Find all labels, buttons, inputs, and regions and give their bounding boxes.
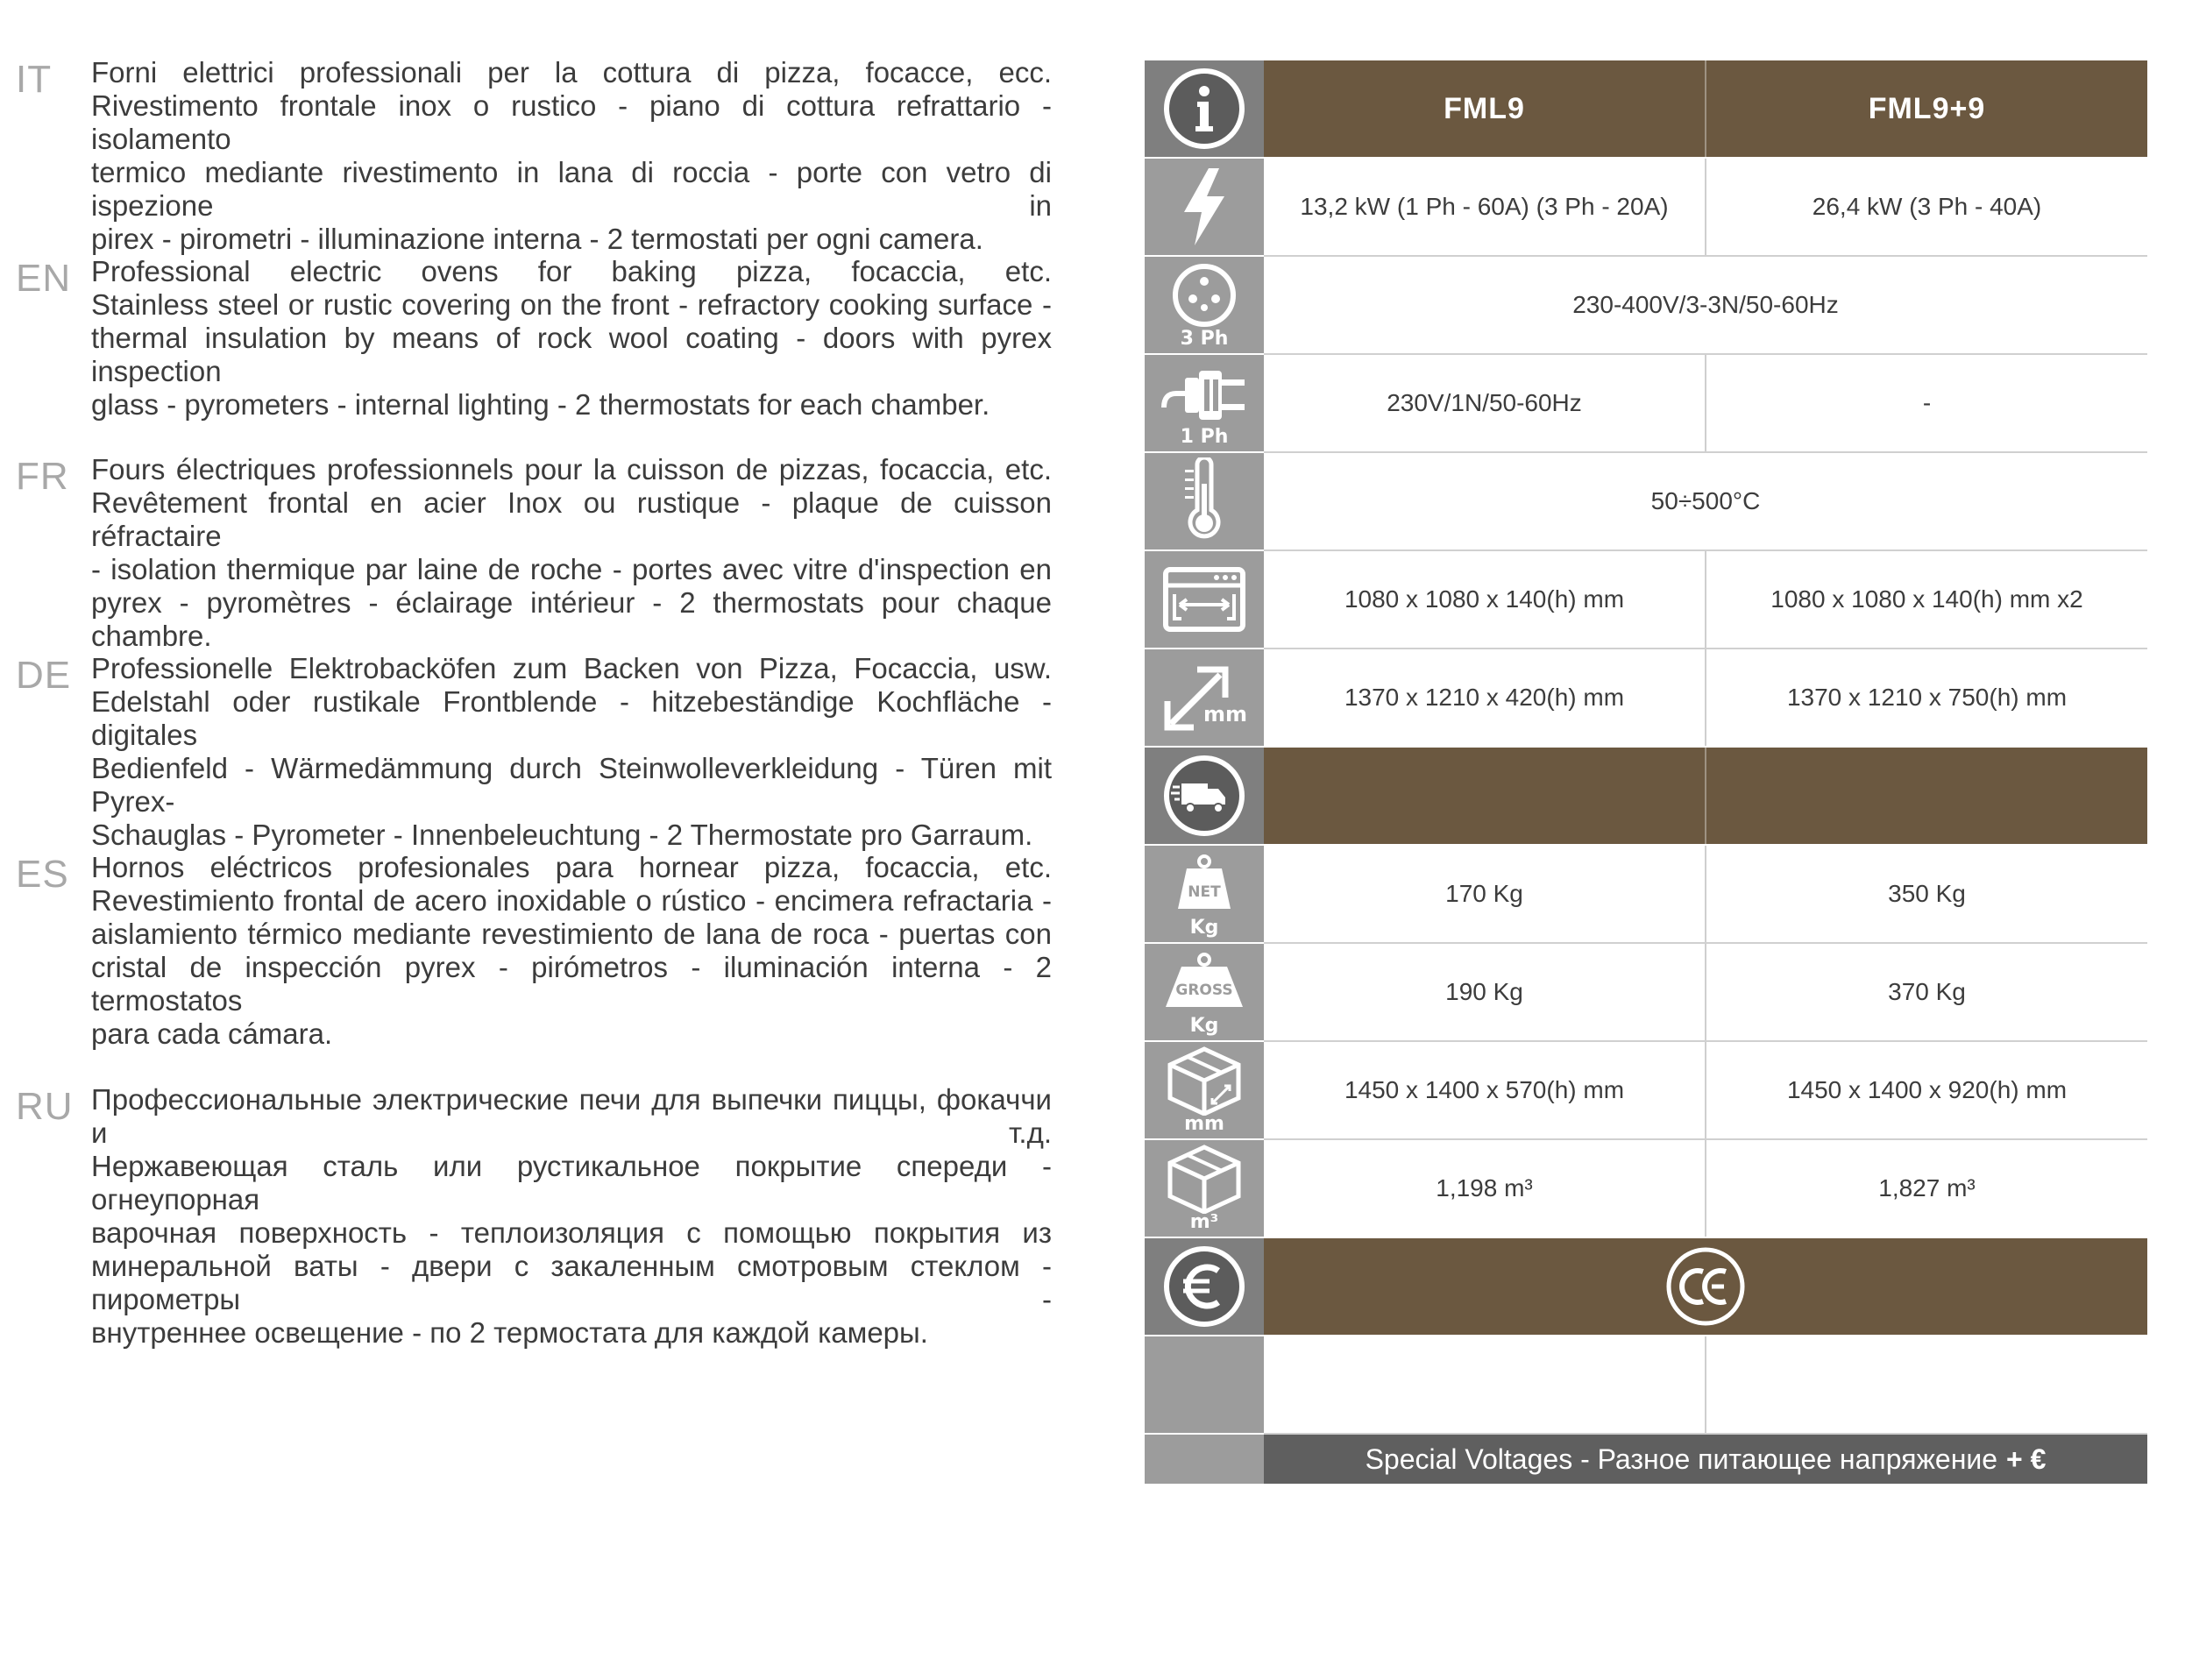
model-header-fml9-9 <box>1706 60 2147 157</box>
special-voltages-surcharge: + € <box>2006 1443 2047 1475</box>
price-header-row <box>1145 1238 2147 1335</box>
description-line: варочная поверхность - теплоизоляция с помощью покрытия из <box>91 1216 1052 1249</box>
oven-chamber-icon <box>1162 564 1246 634</box>
single-phase-plug-icon <box>1160 362 1248 423</box>
single-phase-label: 1 Ph <box>1180 426 1229 448</box>
description-line: Revêtement frontal en acier Inox ou rustique - plaque de cuisson réfractaire <box>91 486 1052 552</box>
voltage-3ph: 230-400V/3-3N/50-60Hz <box>1572 291 1839 318</box>
package-dimensions-icon <box>1165 1046 1244 1116</box>
description-line: cristal de inspección pyrex - pirómetros - iluminación interna - 2 termostatos <box>91 951 1052 1017</box>
description-text <box>91 255 1052 422</box>
description-line: - isolation thermique par laine de roche - portes avec vitre d'inspection en <box>91 553 1052 585</box>
net-weight-unit: Kg <box>1189 917 1219 939</box>
special-voltages-text: Special Voltages - Разное питающее напряжение <box>1365 1443 1998 1475</box>
description-line: Hornos eléctricos profesionales para hornear pizza, focaccia, etc. <box>91 851 1052 883</box>
model-label: FML9 <box>1444 91 1525 125</box>
gross-badge-text: GROSS <box>1175 982 1233 999</box>
language-code: FR <box>16 455 69 498</box>
ce-mark-cell <box>1264 1238 2147 1335</box>
chamber-row <box>1145 551 2147 648</box>
info-icon-cell <box>1145 60 1264 157</box>
net-weight-fml9: 170 Kg <box>1445 880 1523 907</box>
three-phase-icon-cell <box>1145 257 1264 353</box>
footer-icon-cell <box>1145 1435 1264 1484</box>
delivery-truck-icon <box>1162 754 1246 838</box>
language-code: ES <box>16 853 69 896</box>
single-phase-row <box>1145 355 2147 451</box>
thermometer-icon <box>1178 457 1231 545</box>
dimensions-fml9-9: 1370 x 1210 x 750(h) mm <box>1786 684 2068 711</box>
chamber-fml9: 1080 x 1080 x 140(h) mm <box>1344 585 1625 613</box>
language-code: EN <box>16 257 72 300</box>
model-header-fml9 <box>1264 60 1705 157</box>
description-line: Bedienfeld - Wärmedämmung durch Steinwolleverkleidung - Türen mit Pyrex- <box>91 752 1052 818</box>
package-volume-icon <box>1165 1144 1244 1214</box>
special-voltages-note <box>1264 1435 2147 1484</box>
net-weight-icon-cell <box>1145 846 1264 942</box>
column-divider <box>1705 748 1706 844</box>
package-dims-fml9-9: 1450 x 1400 x 920(h) mm <box>1786 1076 2068 1103</box>
description-line: Professional electric ovens for baking pizza, focaccia, etc. <box>91 255 1052 287</box>
description-text <box>91 851 1052 1051</box>
description-text <box>91 652 1052 852</box>
three-phase-label: 3 Ph <box>1180 328 1229 350</box>
gross-weight-fml9-9: 370 Kg <box>1888 978 1966 1005</box>
lightning-icon <box>1174 165 1235 249</box>
gross-weight-row <box>1145 944 2147 1040</box>
net-weight-row <box>1145 846 2147 942</box>
description-line: внутреннее освещение - по 2 термостата для каждой камеры. <box>91 1316 928 1349</box>
gross-weight-icon <box>1160 951 1248 1012</box>
info-icon <box>1162 67 1246 151</box>
description-line: pirex - pirometri - illuminazione interna - 2 termostati per ogni camera. <box>91 223 983 255</box>
model-label: FML9+9 <box>1868 91 1986 125</box>
gross-weight-unit: Kg <box>1189 1015 1219 1037</box>
net-badge-text: NET <box>1188 883 1221 901</box>
description-line: Edelstahl oder rustikale Frontblende - hitzebeständige Kochfläche - digitales <box>91 685 1052 751</box>
temperature-row <box>1145 453 2147 549</box>
dimensions-label: mm <box>1202 702 1247 727</box>
description-line: Fours électriques professionnels pour la cuisson de pizzas, focaccia, etc. <box>91 453 1052 486</box>
table-header-row <box>1145 60 2147 157</box>
description-text <box>91 453 1052 653</box>
price-fml9 <box>1264 1336 1705 1433</box>
price-fml9-9 <box>1706 1336 2147 1433</box>
volume-fml9: 1,198 m³ <box>1436 1174 1533 1202</box>
three-phase-row <box>1145 257 2147 353</box>
gross-weight-fml9: 190 Kg <box>1445 978 1523 1005</box>
voltage-1ph-fml9: 230V/1N/50-60Hz <box>1387 389 1582 416</box>
dimensions-icon-cell <box>1145 649 1264 746</box>
description-line: glass - pyrometers - internal lighting - 2 thermostats for each chamber. <box>91 388 990 421</box>
description-line: минеральной ваты - двери с закаленным смотровым стеклом - пирометры - <box>91 1250 1052 1315</box>
temperature-range: 50÷500°C <box>1650 487 1761 514</box>
description-line: thermal insulation by means of rock wool coating - doors with pyrex inspection <box>91 322 1052 387</box>
language-code: RU <box>16 1085 74 1128</box>
description-line: termico mediante rivestimento in lana di roccia - porte con vetro di ispezione in <box>91 156 1052 222</box>
price-icon-cell <box>1145 1336 1264 1433</box>
description-line: Rivestimento frontale inox o rustico - piano di cottura refrattario - isolamento <box>91 89 1052 155</box>
description-text <box>91 56 1052 256</box>
description-line: Professionelle Elektrobacköfen zum Backen von Pizza, Focaccia, usw. <box>91 652 1052 684</box>
description-text <box>91 1083 1052 1350</box>
thermometer-icon-cell <box>1145 453 1264 549</box>
three-phase-plug-icon <box>1169 260 1239 330</box>
lightning-icon-cell <box>1145 159 1264 255</box>
description-line: aislamiento térmico mediante revestimiento de lana de roca - puertas con <box>91 918 1052 950</box>
language-code: IT <box>16 58 53 101</box>
ce-mark-icon <box>1664 1245 1747 1328</box>
power-fml9: 13,2 kW (1 Ph - 60A) (3 Ph - 20A) <box>1300 193 1669 220</box>
chamber-fml9-9: 1080 x 1080 x 140(h) mm x2 <box>1770 585 2083 613</box>
package-dims-fml9: 1450 x 1400 x 570(h) mm <box>1344 1076 1625 1103</box>
power-row <box>1145 159 2147 255</box>
description-line: Forni elettrici professionali per la cottura di pizza, focacce, ecc. <box>91 56 1052 89</box>
package-dimensions-row <box>1145 1042 2147 1138</box>
single-phase-icon-cell <box>1145 355 1264 451</box>
voltage-1ph-fml9-9: - <box>1922 389 1932 416</box>
description-line: Stainless steel or rustic covering on the front - refractory cooking surface - <box>91 288 1052 321</box>
net-weight-icon <box>1171 853 1238 914</box>
package-volume-label: m³ <box>1189 1211 1219 1233</box>
euro-icon <box>1162 1244 1246 1329</box>
description-line: Нержавеющая сталь или рустикальное покрытие спереди - огнеупорная <box>91 1150 1052 1216</box>
package-volume-row <box>1145 1140 2147 1237</box>
package-dimensions-label: mm <box>1184 1113 1224 1135</box>
description-line: Revestimiento frontal de acero inoxidable o rústico - encimera refractaria - <box>91 884 1052 917</box>
description-line: Профессиональные электрические печи для выпечки пиццы, фокаччи и т.д. <box>91 1083 1052 1149</box>
price-row <box>1145 1336 2147 1433</box>
gross-weight-icon-cell <box>1145 944 1264 1040</box>
euro-icon-cell <box>1145 1238 1264 1335</box>
description-line: pyrex - pyromètres - éclairage intérieur - 2 thermostats pour chaque chambre. <box>91 586 1052 652</box>
description-line: para cada cámara. <box>91 1017 333 1050</box>
dimensions-row <box>1145 649 2147 746</box>
dimensions-fml9: 1370 x 1210 x 420(h) mm <box>1344 684 1625 711</box>
language-code: DE <box>16 654 72 697</box>
power-fml9-9: 26,4 kW (3 Ph - 40A) <box>1812 193 2042 220</box>
package-volume-icon-cell <box>1145 1140 1264 1237</box>
description-line: Schauglas - Pyrometer - Innenbeleuchtung - 2 Thermostate pro Garraum. <box>91 819 1033 851</box>
volume-fml9-9: 1,827 m³ <box>1878 1174 1976 1202</box>
shipping-header-row <box>1145 748 2147 844</box>
package-dimensions-icon-cell <box>1145 1042 1264 1138</box>
delivery-icon-cell <box>1145 748 1264 844</box>
oven-chamber-icon-cell <box>1145 551 1264 648</box>
net-weight-fml9-9: 350 Kg <box>1888 880 1966 907</box>
